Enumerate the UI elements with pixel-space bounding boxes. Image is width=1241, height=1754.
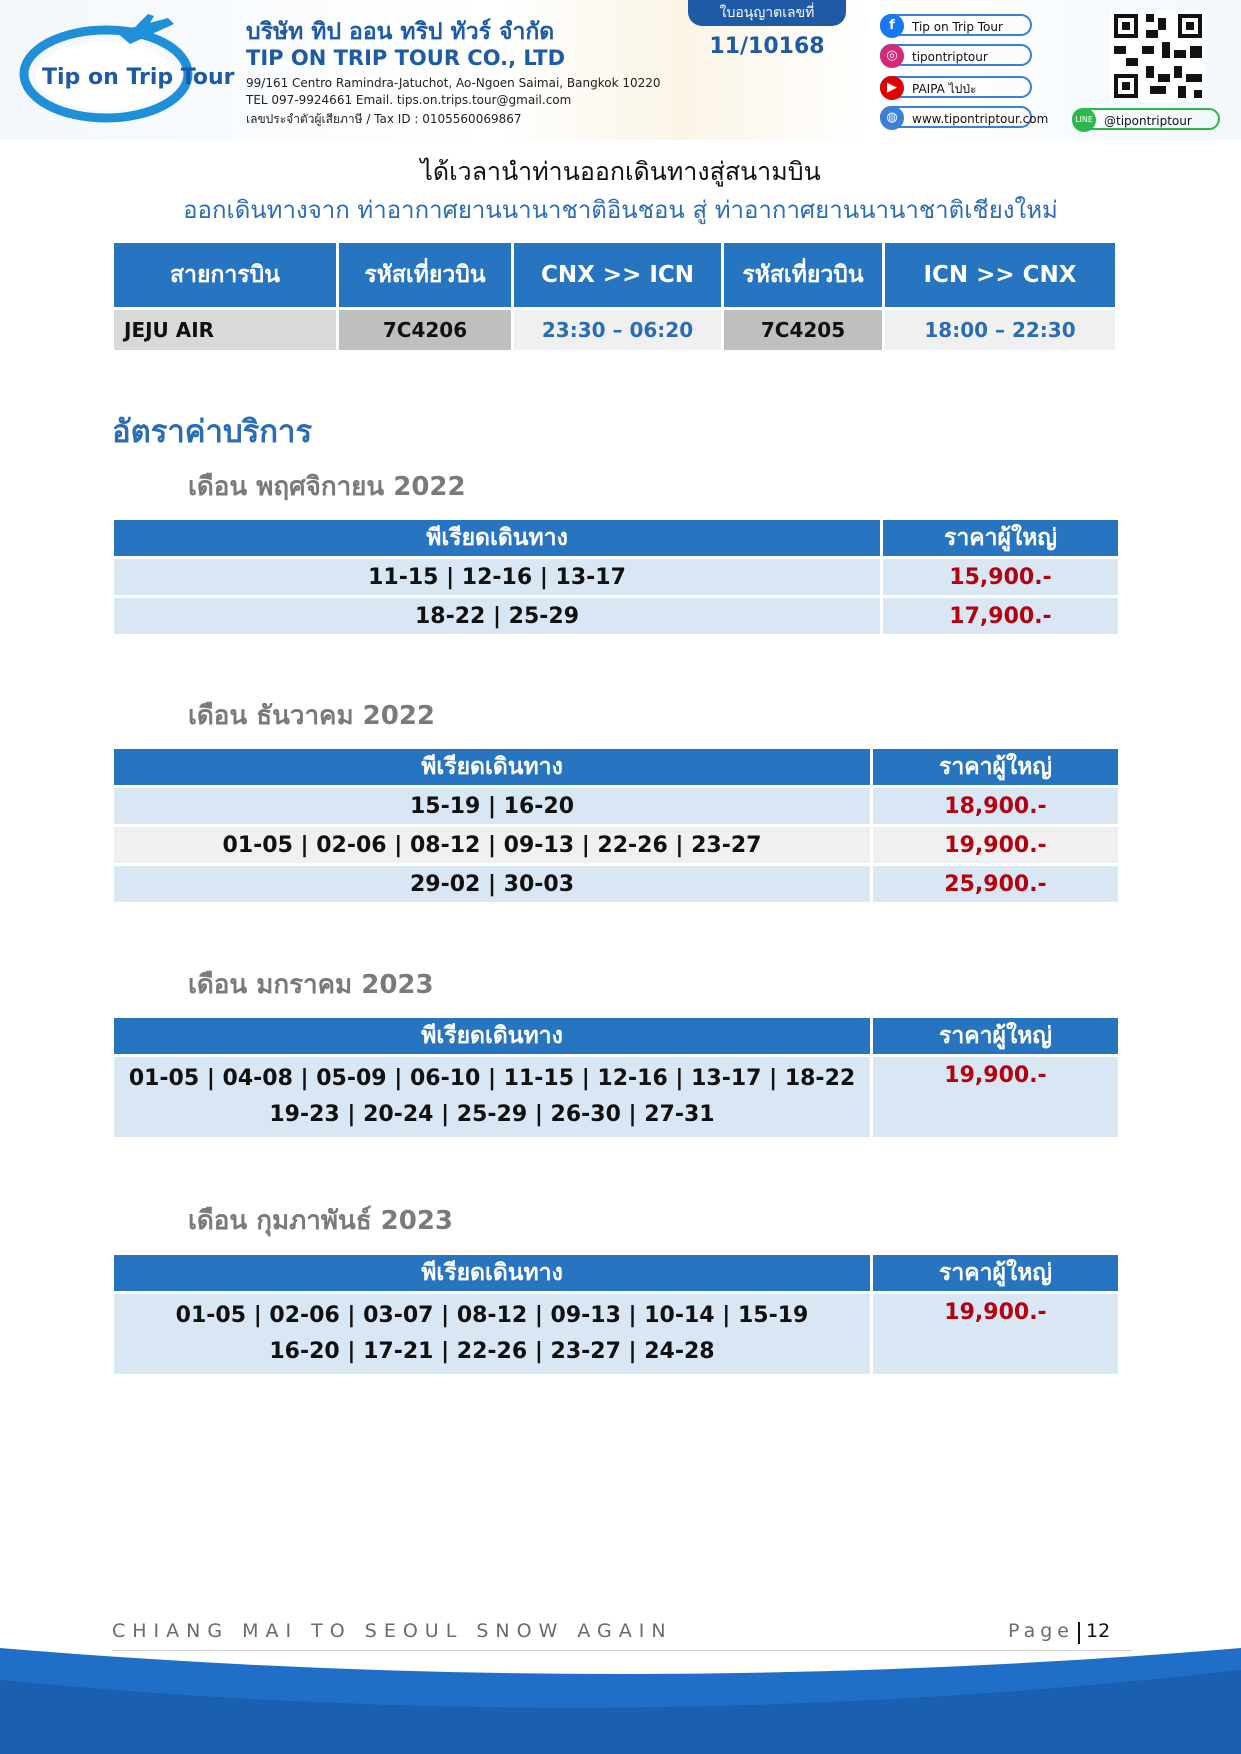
flight-time-in: 18:00 – 22:30 [885, 310, 1115, 350]
price-cell: 19,900.- [873, 827, 1118, 863]
rates-heading: อัตราค่าบริการ [112, 414, 313, 450]
table-row [114, 1057, 1118, 1137]
qr-code-icon [1110, 10, 1206, 102]
price-cell: 17,900.- [883, 598, 1118, 634]
month-title: เดือน กุมภาพันธ์ 2023 [188, 1206, 454, 1236]
period-cell: 11-15 | 12-16 | 13-17 [114, 559, 880, 595]
table-row [114, 827, 1118, 863]
line-icon: LINE [1072, 108, 1096, 132]
period-line: 01-05 | 04-08 | 05-09 | 06-10 | 11-15 | 12-16 | 13-17 | 18-22 [128, 1066, 856, 1091]
rate-table [111, 517, 1121, 637]
facebook-icon: f [880, 14, 904, 38]
flight-table [111, 240, 1118, 353]
instagram-label: tipontriptour [912, 50, 988, 64]
line-label: @tipontriptour [1104, 114, 1192, 128]
company-address: 99/161 Centro Ramindra-Jatuchot, Ao-Ngoen Saimai, Bangkok 10220 [246, 76, 661, 90]
instagram-icon: ◎ [880, 44, 904, 68]
period-cell: 29-02 | 30-03 [114, 866, 870, 902]
table-row [114, 559, 1118, 595]
month-title: เดือน มกราคม 2023 [188, 970, 434, 1000]
period-line: 01-05 | 02-06 | 03-07 | 08-12 | 09-13 | 10-14 | 15-19 [175, 1303, 809, 1328]
header-period: พีเรียดเดินทาง [114, 1018, 870, 1054]
youtube-icon: ▶ [880, 76, 904, 100]
table-row [114, 310, 1115, 350]
facebook-link[interactable] [880, 14, 1032, 36]
price-cell: 15,900.- [883, 559, 1118, 595]
page-separator [1078, 1622, 1080, 1644]
globe-icon: ◍ [880, 106, 904, 130]
company-name-thai: บริษัท ทิป ออน ทริป ทัวร์ จำกัด [246, 19, 555, 45]
airline-name: JEJU AIR [114, 310, 336, 350]
table-row [114, 866, 1118, 902]
month-title: เดือน ธันวาคม 2022 [188, 701, 435, 731]
company-logo [18, 14, 235, 124]
facebook-label: Tip on Trip Tour [912, 20, 1003, 34]
page-number: 12 [1086, 1620, 1111, 1642]
company-name-english: TIP ON TRIP TOUR CO., LTD [246, 46, 566, 70]
logo-text: Tip on Trip Tour [42, 65, 235, 90]
youtube-link[interactable] [880, 76, 1032, 98]
price-cell: 25,900.- [873, 866, 1118, 902]
header-price: ราคาผู้ใหญ่ [873, 749, 1118, 785]
header-period: พีเรียดเดินทาง [114, 749, 870, 785]
header-price: ราคาผู้ใหญ่ [873, 1255, 1118, 1291]
period-cell: 18-22 | 25-29 [114, 598, 880, 634]
table-row [114, 788, 1118, 824]
website-link[interactable] [880, 106, 1049, 128]
period-line: 19-23 | 20-24 | 25-29 | 26-30 | 27-31 [269, 1102, 715, 1127]
rate-table [111, 1252, 1121, 1377]
page-header [0, 0, 1241, 140]
price-cell: 19,900.- [873, 1057, 1118, 1137]
header-airline: สายการบิน [114, 243, 336, 307]
license-number: 11/10168 [709, 34, 825, 59]
header-price: ราคาผู้ใหญ่ [873, 1018, 1118, 1054]
header-flight-code-out: รหัสเที่ยวบิน [339, 243, 511, 307]
flight-title: ได้เวลานำท่านออกเดินทางสู่สนามบิน [420, 157, 821, 186]
header-period: พีเรียดเดินทาง [114, 1255, 870, 1291]
youtube-label: PAIPA ไปป่ะ [912, 82, 977, 96]
period-cell: 01-05 | 02-06 | 08-12 | 09-13 | 22-26 | 23-27 [114, 827, 870, 863]
tour-name: CHIANG MAI TO SEOUL SNOW AGAIN [112, 1620, 673, 1642]
company-contact: TEL 097-9924661 Email. tips.on.trips.tour@gmail.com [246, 93, 572, 107]
rate-table [111, 1015, 1121, 1140]
company-tax-id: เลขประจำตัวผู้เสียภาษี / Tax ID : 0105560069867 [246, 112, 522, 126]
rate-table-header [114, 520, 1118, 556]
instagram-link[interactable] [880, 44, 1032, 66]
table-row [114, 1294, 1118, 1374]
header-route-out: CNX >> ICN [514, 243, 721, 307]
header-flight-code-in: รหัสเที่ยวบิน [724, 243, 882, 307]
period-cell [114, 1294, 870, 1374]
price-cell: 18,900.- [873, 788, 1118, 824]
rate-table-header [114, 1255, 1118, 1291]
rate-table-header [114, 749, 1118, 785]
period-cell [114, 1057, 870, 1137]
flight-code-out: 7C4206 [339, 310, 511, 350]
flight-time-out: 23:30 – 06:20 [514, 310, 721, 350]
license-label: ใบอนุญาตเลขที่ [688, 0, 846, 26]
website-label: www.tipontriptour.com [912, 112, 1049, 126]
footer-divider [112, 1650, 1132, 1651]
header-period: พีเรียดเดินทาง [114, 520, 880, 556]
line-link[interactable] [1072, 108, 1220, 130]
price-cell: 19,900.- [873, 1294, 1118, 1374]
flight-code-in: 7C4205 [724, 310, 882, 350]
header-route-in: ICN >> CNX [885, 243, 1115, 307]
flight-table-header [114, 243, 1115, 307]
footer-wave [0, 1630, 1241, 1754]
period-cell: 15-19 | 16-20 [114, 788, 870, 824]
period-line: 16-20 | 17-21 | 22-26 | 23-27 | 24-28 [269, 1339, 715, 1364]
table-row [114, 598, 1118, 634]
flight-subtitle: ออกเดินทางจาก ท่าอากาศยานนานาชาติอินชอน สู่ ท่าอากาศยานนานาชาติเชียงใหม่ [183, 196, 1058, 224]
month-title: เดือน พฤศจิกายน 2022 [188, 472, 466, 502]
rate-table [111, 746, 1121, 905]
header-price: ราคาผู้ใหญ่ [883, 520, 1118, 556]
page-label: Page [1008, 1620, 1074, 1642]
rate-table-header [114, 1018, 1118, 1054]
